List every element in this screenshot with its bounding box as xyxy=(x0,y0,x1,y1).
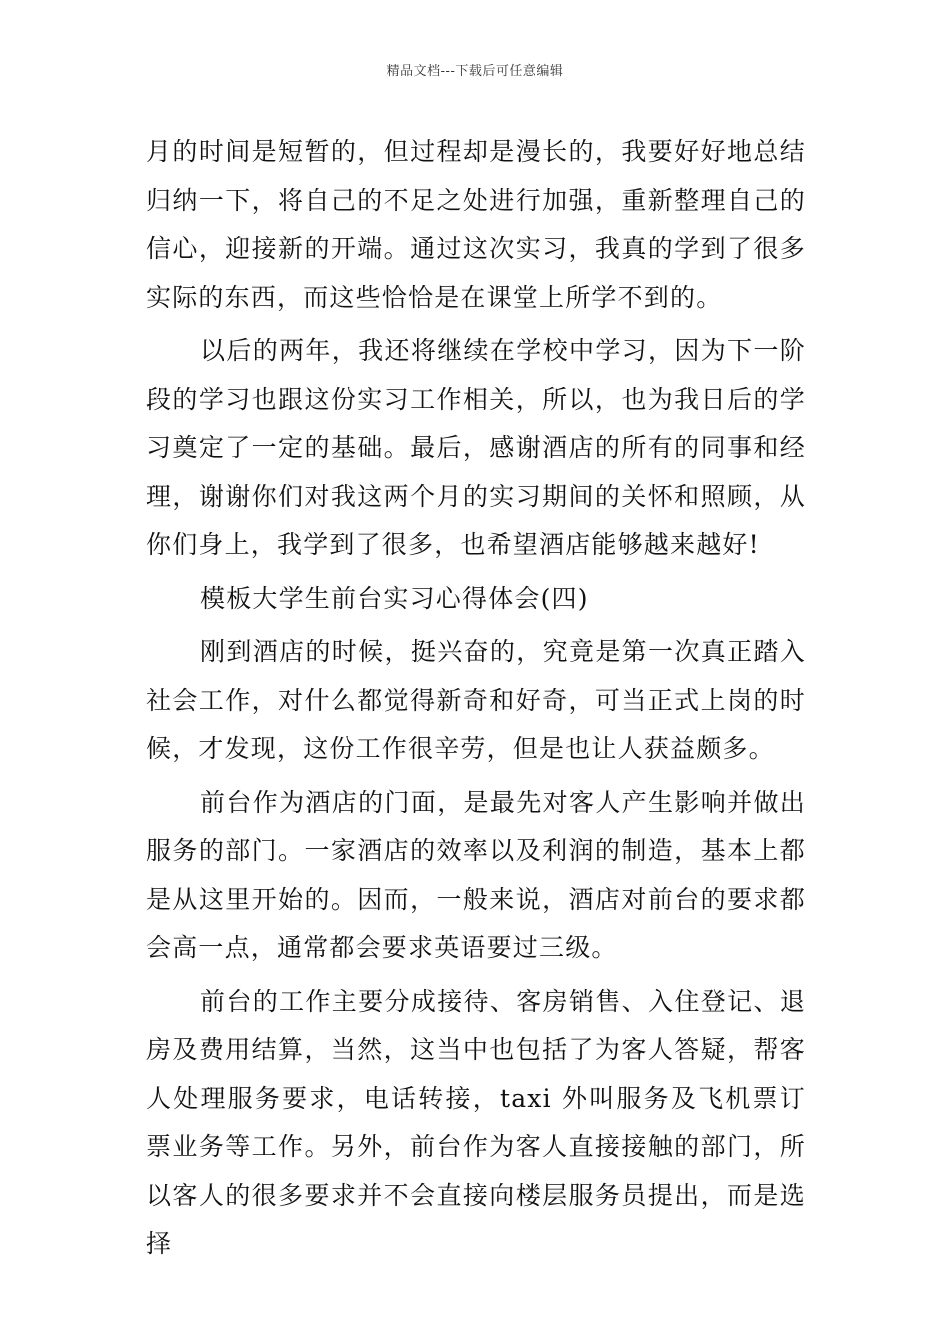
paragraph: 刚到酒店的时候，挺兴奋的，究竟是第一次真正踏入社会工作，对什么都觉得新奇和好奇，可当正式上岗的时候，才发现，这份工作很辛劳，但是也让人获益颇多。 xyxy=(146,637,806,763)
paragraph: 以后的两年，我还将继续在学校中学习，因为下一阶段的学习也跟这份实习工作相关，所以，也为我日后的学习奠定了一定的基础。最后，感谢酒店的所有的同事和经理，谢谢你们对我这两个月的实习期间的关怀和照顾，从你们身上，我学到了很多，也希望酒店能够越来越好! xyxy=(146,336,806,559)
section-title: 模板大学生前台实习心得体会(四) xyxy=(200,583,589,613)
paragraph: 前台作为酒店的门面，是最先对客人产生影响并做出服务的部门。一家酒店的效率以及利润的制造，基本上都是从这里开始的。因而，一般来说，酒店对前台的要求都会高一点，通常都会要求英语要过三级。 xyxy=(146,787,806,962)
document-body xyxy=(146,128,806,1269)
paragraph-continuation: 月的时间是短暂的，但过程却是漫长的，我要好好地总结归纳一下，将自己的不足之处进行加强，重新整理自己的信心，迎接新的开端。通过这次实习，我真的学到了很多实际的东西，而这些恰恰是在课堂上所学不到的。 xyxy=(146,137,806,312)
paragraph: 前台的工作主要分成接待、客房销售、入住登记、退房及费用结算，当然，这当中也包括了为客人答疑，帮客人处理服务要求，电话转接，taxi 外叫服务及飞机票订票业务等工作。另外，前台作为客人直接接触的部门，所以客人的很多要求并不会直接向楼层服务员提出，而是选择 xyxy=(146,986,806,1258)
page-header: 精品文档---下载后可任意编辑 xyxy=(386,64,564,79)
